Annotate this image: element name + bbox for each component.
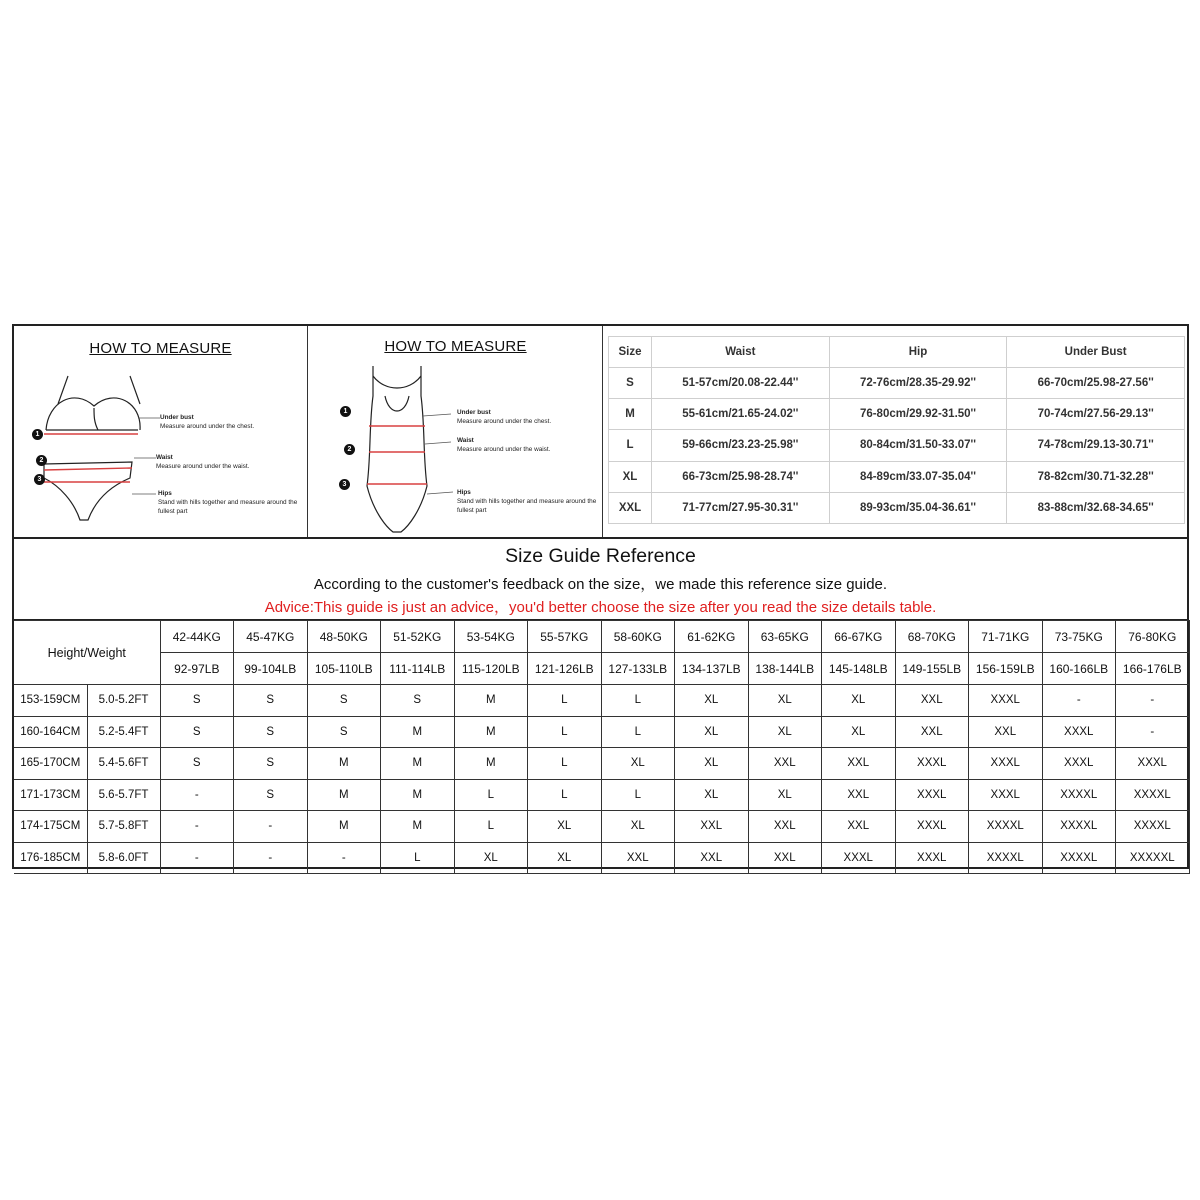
measurement-row — [609, 492, 1185, 523]
size-cell: XL — [454, 842, 528, 874]
under-bust-cell: 74-78cm/29.13-30.71'' — [1007, 430, 1185, 461]
weight-lb-header: 166-176LB — [1116, 653, 1190, 685]
how-to-measure-title: HOW TO MEASURE — [89, 340, 232, 357]
size-cell: XXL — [822, 811, 896, 843]
size-cell: XXL — [748, 811, 822, 843]
size-cell: XXXXXL — [1116, 842, 1190, 874]
weight-lb-header: 111-114LB — [381, 653, 455, 685]
waist-cell: 55-61cm/21.65-24.02'' — [652, 399, 830, 430]
header-waist: Waist — [652, 337, 830, 368]
size-cell: S — [160, 685, 234, 717]
size-cell: XL — [748, 779, 822, 811]
size-cell: XXXL — [969, 779, 1043, 811]
size-cell: S — [234, 716, 308, 748]
note-hips: Hips Stand with hills together and measure around the fullest part — [158, 490, 298, 515]
table-row — [14, 779, 1189, 811]
height-ft-cell: 5.4-5.6FT — [87, 748, 160, 780]
weight-lb-header: 138-144LB — [748, 653, 822, 685]
size-cell: L — [528, 779, 602, 811]
size-cell: M — [381, 748, 455, 780]
table-row — [14, 748, 1189, 780]
size-cell: L — [609, 430, 652, 461]
marker-1: 1 — [340, 406, 351, 417]
measurement-table — [608, 336, 1185, 524]
weight-lb-header: 160-166LB — [1042, 653, 1116, 685]
size-cell: XXL — [895, 716, 969, 748]
table-row — [14, 685, 1189, 717]
height-cm-cell: 176-185CM — [14, 842, 87, 874]
size-cell: XL — [609, 461, 652, 492]
weight-kg-row — [14, 621, 1189, 653]
size-cell: S — [234, 779, 308, 811]
size-cell: S — [381, 685, 455, 717]
size-cell: XL — [528, 811, 602, 843]
height-cm-cell: 160-164CM — [14, 716, 87, 748]
weight-lb-header: 121-126LB — [528, 653, 602, 685]
size-cell: XXXXL — [1042, 811, 1116, 843]
size-cell: XL — [675, 748, 749, 780]
hip-cell: 84-89cm/33.07-35.04'' — [829, 461, 1007, 492]
size-cell: - — [160, 842, 234, 874]
size-cell: XXXL — [895, 748, 969, 780]
waist-cell: 71-77cm/27.95-30.31'' — [652, 492, 830, 523]
size-cell: L — [454, 779, 528, 811]
size-cell: - — [160, 811, 234, 843]
weight-kg-header: 61-62KG — [675, 621, 749, 653]
size-chart — [12, 324, 1189, 869]
weight-lb-header: 156-159LB — [969, 653, 1043, 685]
marker-1: 1 — [32, 429, 43, 440]
size-cell: L — [601, 685, 675, 717]
size-cell: M — [307, 748, 381, 780]
size-cell: XXL — [895, 685, 969, 717]
size-cell: - — [1116, 685, 1190, 717]
size-cell: XL — [748, 716, 822, 748]
measurement-row — [609, 368, 1185, 399]
weight-kg-header: 53-54KG — [454, 621, 528, 653]
note-waist: Waist Measure around under the waist. — [457, 437, 551, 453]
size-cell: S — [234, 685, 308, 717]
size-cell: S — [160, 748, 234, 780]
weight-kg-header: 42-44KG — [160, 621, 234, 653]
weight-kg-header: 55-57KG — [528, 621, 602, 653]
under-bust-cell: 83-88cm/32.68-34.65'' — [1007, 492, 1185, 523]
size-cell: XL — [675, 779, 749, 811]
weight-lb-header: 145-148LB — [822, 653, 896, 685]
size-cell: S — [160, 716, 234, 748]
header-hip: Hip — [829, 337, 1007, 368]
guide-advice: Advice:This guide is just an advice，you'd better choose the size after you read the size details table. — [264, 599, 937, 616]
size-guide-table — [14, 620, 1190, 874]
weight-lb-header: 127-133LB — [601, 653, 675, 685]
size-cell: L — [381, 842, 455, 874]
marker-3: 3 — [34, 474, 45, 485]
size-cell: XXXL — [969, 748, 1043, 780]
height-ft-cell: 5.2-5.4FT — [87, 716, 160, 748]
under-bust-cell: 66-70cm/25.98-27.56'' — [1007, 368, 1185, 399]
size-cell: S — [234, 748, 308, 780]
size-cell: XXL — [748, 842, 822, 874]
weight-lb-header: 115-120LB — [454, 653, 528, 685]
hip-cell: 72-76cm/28.35-29.92'' — [829, 368, 1007, 399]
guide-feedback: According to the customer's feedback on the size，we made this reference size guide. — [313, 576, 888, 593]
size-cell: L — [601, 716, 675, 748]
measurement-row — [609, 399, 1185, 430]
size-cell: XXXL — [895, 842, 969, 874]
hip-cell: 80-84cm/31.50-33.07'' — [829, 430, 1007, 461]
table-row — [14, 842, 1189, 874]
size-cell: L — [528, 685, 602, 717]
size-cell: XXXL — [1116, 748, 1190, 780]
size-cell: M — [454, 716, 528, 748]
weight-kg-header: 71-71KG — [969, 621, 1043, 653]
size-cell: XXXXL — [1042, 842, 1116, 874]
waist-cell: 51-57cm/20.08-22.44'' — [652, 368, 830, 399]
height-ft-cell: 5.8-6.0FT — [87, 842, 160, 874]
size-cell: XXXL — [895, 779, 969, 811]
note-under-bust: Under bust Measure around under the chest. — [457, 409, 552, 425]
weight-lb-header: 134-137LB — [675, 653, 749, 685]
size-cell: S — [609, 368, 652, 399]
weight-kg-header: 66-67KG — [822, 621, 896, 653]
height-ft-cell: 5.7-5.8FT — [87, 811, 160, 843]
size-cell: XXL — [822, 779, 896, 811]
waist-cell: 66-73cm/25.98-28.74'' — [652, 461, 830, 492]
size-cell: M — [381, 716, 455, 748]
table-row — [14, 716, 1189, 748]
size-cell: XL — [748, 685, 822, 717]
size-cell: L — [454, 811, 528, 843]
size-cell: XXXXL — [1116, 779, 1190, 811]
hip-cell: 76-80cm/29.92-31.50'' — [829, 399, 1007, 430]
weight-lb-header: 92-97LB — [160, 653, 234, 685]
weight-kg-header: 58-60KG — [601, 621, 675, 653]
note-waist: Waist Measure around under the waist. — [156, 454, 250, 470]
measurement-row — [609, 461, 1185, 492]
size-cell: M — [381, 779, 455, 811]
size-cell: XXXL — [969, 685, 1043, 717]
note-under-bust: Under bust Measure around under the chest. — [160, 414, 255, 430]
height-ft-cell: 5.6-5.7FT — [87, 779, 160, 811]
size-cell: XXXL — [1042, 748, 1116, 780]
header-under-bust: Under Bust — [1007, 337, 1185, 368]
measurement-header-row — [609, 337, 1185, 368]
size-cell: XXL — [822, 748, 896, 780]
size-cell: XL — [601, 748, 675, 780]
size-cell: - — [234, 842, 308, 874]
size-cell: M — [609, 399, 652, 430]
under-bust-cell: 78-82cm/30.71-32.28'' — [1007, 461, 1185, 492]
weight-lb-header: 149-155LB — [895, 653, 969, 685]
table-row — [14, 811, 1189, 843]
hip-cell: 89-93cm/35.04-36.61'' — [829, 492, 1007, 523]
corner-label: Height/Weight — [14, 621, 160, 685]
size-cell: - — [160, 779, 234, 811]
weight-kg-header: 68-70KG — [895, 621, 969, 653]
how-to-measure-onepiece-panel — [309, 326, 603, 537]
height-cm-cell: 171-173CM — [14, 779, 87, 811]
size-cell: XXL — [609, 492, 652, 523]
size-cell: S — [307, 685, 381, 717]
divider — [14, 537, 1187, 539]
weight-lb-header: 99-104LB — [234, 653, 308, 685]
size-cell: XXXXL — [1042, 779, 1116, 811]
size-cell: M — [454, 685, 528, 717]
size-cell: XXL — [675, 811, 749, 843]
height-cm-cell: 165-170CM — [14, 748, 87, 780]
size-cell: XXXL — [1042, 716, 1116, 748]
marker-2: 2 — [344, 444, 355, 455]
guide-title: Size Guide Reference — [505, 545, 696, 567]
size-cell: XL — [822, 716, 896, 748]
weight-kg-header: 51-52KG — [381, 621, 455, 653]
size-cell: - — [307, 842, 381, 874]
size-cell: L — [601, 779, 675, 811]
size-cell: M — [307, 779, 381, 811]
size-cell: XXXL — [895, 811, 969, 843]
weight-kg-header: 48-50KG — [307, 621, 381, 653]
size-cell: XL — [822, 685, 896, 717]
size-cell: L — [528, 748, 602, 780]
size-cell: XXL — [675, 842, 749, 874]
marker-2: 2 — [36, 455, 47, 466]
measurement-panel — [604, 326, 1189, 537]
weight-kg-header: 45-47KG — [234, 621, 308, 653]
size-cell: XXL — [969, 716, 1043, 748]
size-cell: XXXXL — [969, 811, 1043, 843]
header-size: Size — [609, 337, 652, 368]
size-cell: - — [234, 811, 308, 843]
how-to-measure-title: HOW TO MEASURE — [384, 338, 527, 355]
weight-lb-header: 105-110LB — [307, 653, 381, 685]
height-ft-cell: 5.0-5.2FT — [87, 685, 160, 717]
how-to-measure-bikini-panel — [14, 326, 308, 537]
size-cell: - — [1042, 685, 1116, 717]
size-cell: XXXL — [822, 842, 896, 874]
size-cell: S — [307, 716, 381, 748]
weight-kg-header: 63-65KG — [748, 621, 822, 653]
marker-3: 3 — [339, 479, 350, 490]
size-cell: XL — [601, 811, 675, 843]
size-cell: XL — [528, 842, 602, 874]
weight-kg-header: 73-75KG — [1042, 621, 1116, 653]
size-cell: XXL — [601, 842, 675, 874]
under-bust-cell: 70-74cm/27.56-29.13'' — [1007, 399, 1185, 430]
size-cell: L — [528, 716, 602, 748]
note-hips: Hips Stand with hills together and measure around the fullest part — [457, 489, 597, 514]
weight-kg-header: 76-80KG — [1116, 621, 1190, 653]
size-cell: - — [1116, 716, 1190, 748]
size-cell: XL — [675, 716, 749, 748]
size-cell: XXXXL — [969, 842, 1043, 874]
size-cell: M — [454, 748, 528, 780]
height-cm-cell: 174-175CM — [14, 811, 87, 843]
waist-cell: 59-66cm/23.23-25.98'' — [652, 430, 830, 461]
measurement-row — [609, 430, 1185, 461]
height-cm-cell: 153-159CM — [14, 685, 87, 717]
size-cell: XL — [675, 685, 749, 717]
size-cell: M — [307, 811, 381, 843]
size-cell: XXL — [748, 748, 822, 780]
weight-lb-row — [14, 653, 1189, 685]
size-cell: XXXXL — [1116, 811, 1190, 843]
size-cell: M — [381, 811, 455, 843]
